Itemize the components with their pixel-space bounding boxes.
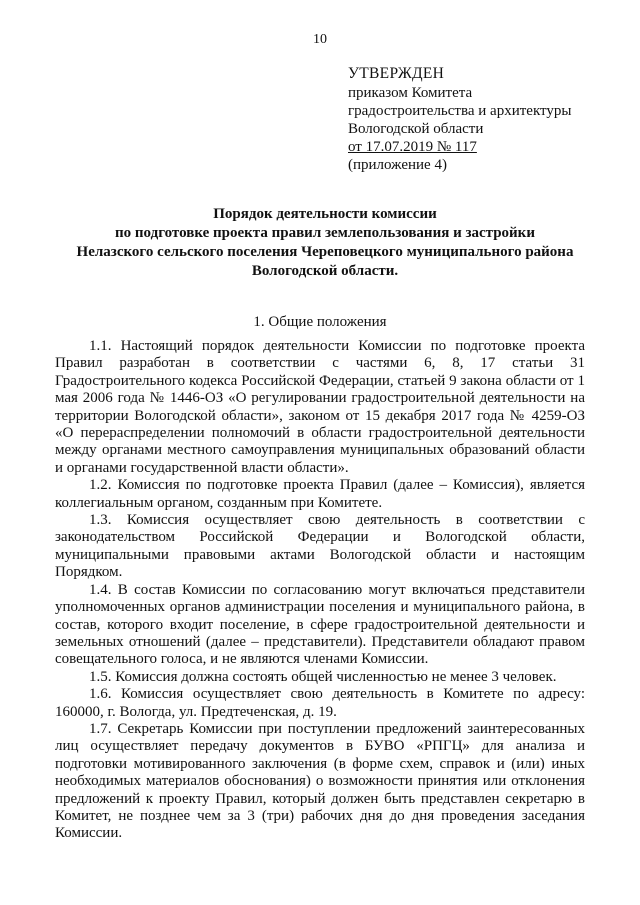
approval-line: приказом Комитета (348, 85, 473, 101)
paragraph-1-6: 1.6. Комиссия осуществляет свою деятельность в Комитете по адресу: 160000, г. Вологда, ул. Предтеченская, д. 19. (55, 686, 585, 720)
approval-line: Вологодской области (348, 121, 484, 137)
paragraph-1-7: 1.7. Секретарь Комиссии при поступлении предложений заинтересованных лиц осуществляет передачу документов в БУВО «РПГЦ» для анализа и подготовки мотивированного заключения (в форме схем, справок и (или) иных необходимых материалов обоснования) о возможности принятия или отклонения предложений к проекту Правил, который должен быть представлен секретарю в Комитет, не позднее чем за 3 (три) рабочих дня до дня проведения заседания Комиссии. (55, 720, 585, 842)
section-body (55, 338, 585, 843)
paragraph-1-5: 1.5. Комиссия должна состоять общей численностью не менее 3 человек. (89, 668, 557, 685)
paragraph-1-2: 1.2. Комиссия по подготовке проекта Правил (далее – Комиссия), является коллегиальным органом, созданным при Комитете. (55, 477, 585, 511)
section-heading: 1. Общие положения (253, 314, 387, 330)
paragraph-1-3: 1.3. Комиссия осуществляет свою деятельность в соответствии с законодательством Российской Федерации и Вологодской области, муниципальными правовыми актами Вологодской области и настоящим Порядком. (55, 512, 585, 581)
title-line: Нелазского сельского поселения Череповецкого муниципального района (76, 244, 574, 260)
approval-order-date: от 17.07.2019 № 117 (348, 139, 477, 155)
paragraph-1-1: 1.1. Настоящий порядок деятельности Комиссии по подготовке проекта Правил разработан в соответствии с частями 6, 8, 17 статьи 31 Градостроительного кодекса Российской Федерации, статьей 9 закона области от 1 мая 2006 года № 1446-ОЗ «О регулировании градостроительной деятельности на территории Вологодской области», законом от 15 декабря 2017 года № 4259-ОЗ «О перераспределении полномочий в области градостроительной деятельности между органами местного самоуправления муниципальных образований области и органами государственной власти области». (55, 338, 585, 476)
title-line: Вологодской области. (251, 263, 399, 279)
title-line: Порядок деятельности комиссии (213, 206, 437, 222)
approval-line: градостроительства и архитектуры (348, 103, 572, 119)
approval-stamp: УТВЕРЖДЕН (348, 65, 445, 82)
paragraph-1-4: 1.4. В состав Комиссии по согласованию могут включаться представители уполномоченных органов администрации поселения и муниципального района, в состав, которого входит поселение, в сфере градостроительной деятельности и земельных отношений (далее – представители). Представители обладают правом совещательного голоса, и не являются членами Комиссии. (55, 581, 585, 668)
approval-block (348, 64, 628, 174)
approval-annex: (приложение 4) (348, 157, 447, 173)
page-number: 10 (313, 32, 327, 47)
document-title (50, 205, 600, 281)
title-line: по подготовке проекта правил землепользования и застройки (115, 225, 535, 241)
